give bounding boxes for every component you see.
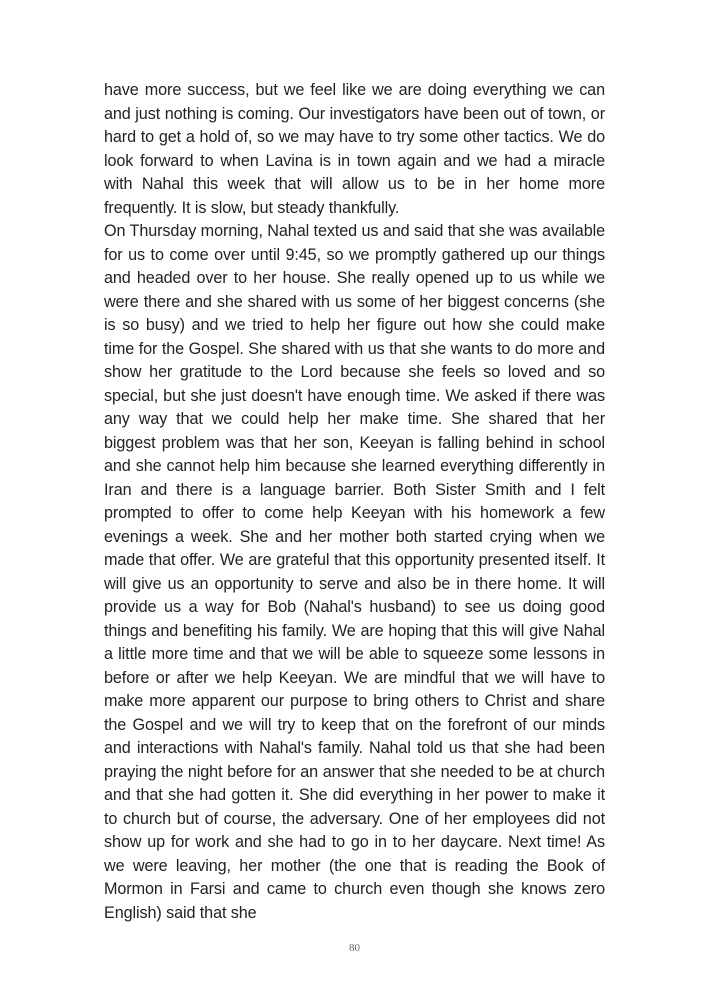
page-number: 80 [349, 942, 360, 954]
paragraph-1: have more success, but we feel like we are doing everything we can and just nothing is coming. Our investigators have been out of town, or hard to get a hold of, so we may have to try some other tactics. We do look forward to when Lavina is in town again and we had a miracle with Nahal this week that will allow us to be in her home more frequently. It is slow, but steady thankfully. [104, 81, 605, 217]
paragraph-2: On Thursday morning, Nahal texted us and said that she was available for us to come over until 9:45, so we promptly gathered up our things and headed over to her house. She really opened up to us while we were there and she shared with us some of her biggest concerns (she is so busy) and we tried to help her figure out how she could make time for the Gospel. She shared with us that she wants to do more and show her gratitude to the Lord because she feels so loved and so special, but she just doesn't have enough time. We asked if there was any way that we could help her make time. She shared that her biggest problem was that her son, Keeyan is falling behind in school and she cannot help him because she learned everything differently in Iran and there is a language barrier. Both Sister Smith and I felt prompted to offer to come help Keeyan with his homework a few evenings a week. She and her mother both started crying when we made that offer. We are grateful that this opportunity presented itself. It will give us an opportunity to serve and also be in there home. It will provide us a way for Bob (Nahal's husband) to see us doing good things and benefiting his family. We are hoping that this will give Nahal a little more time and that we will be able to squeeze some lessons in before or after we help Keeyan. We are mindful that we will have to make more apparent our purpose to bring others to Christ and share the Gospel and we will try to keep that on the forefront of our minds and interactions with Nahal's family. Nahal told us that she had been praying the night before for an answer that she needed to be at church and that she had gotten it. She did everything in her power to make it to church but of course, the adversary. One of her employees did not show up for work and she had to go in to her daycare. Next time! As we were leaving, her mother (the one that is reading the Book of Mormon in Farsi and came to church even though she knows zero English) said that she [104, 222, 605, 922]
body-text [104, 79, 605, 925]
